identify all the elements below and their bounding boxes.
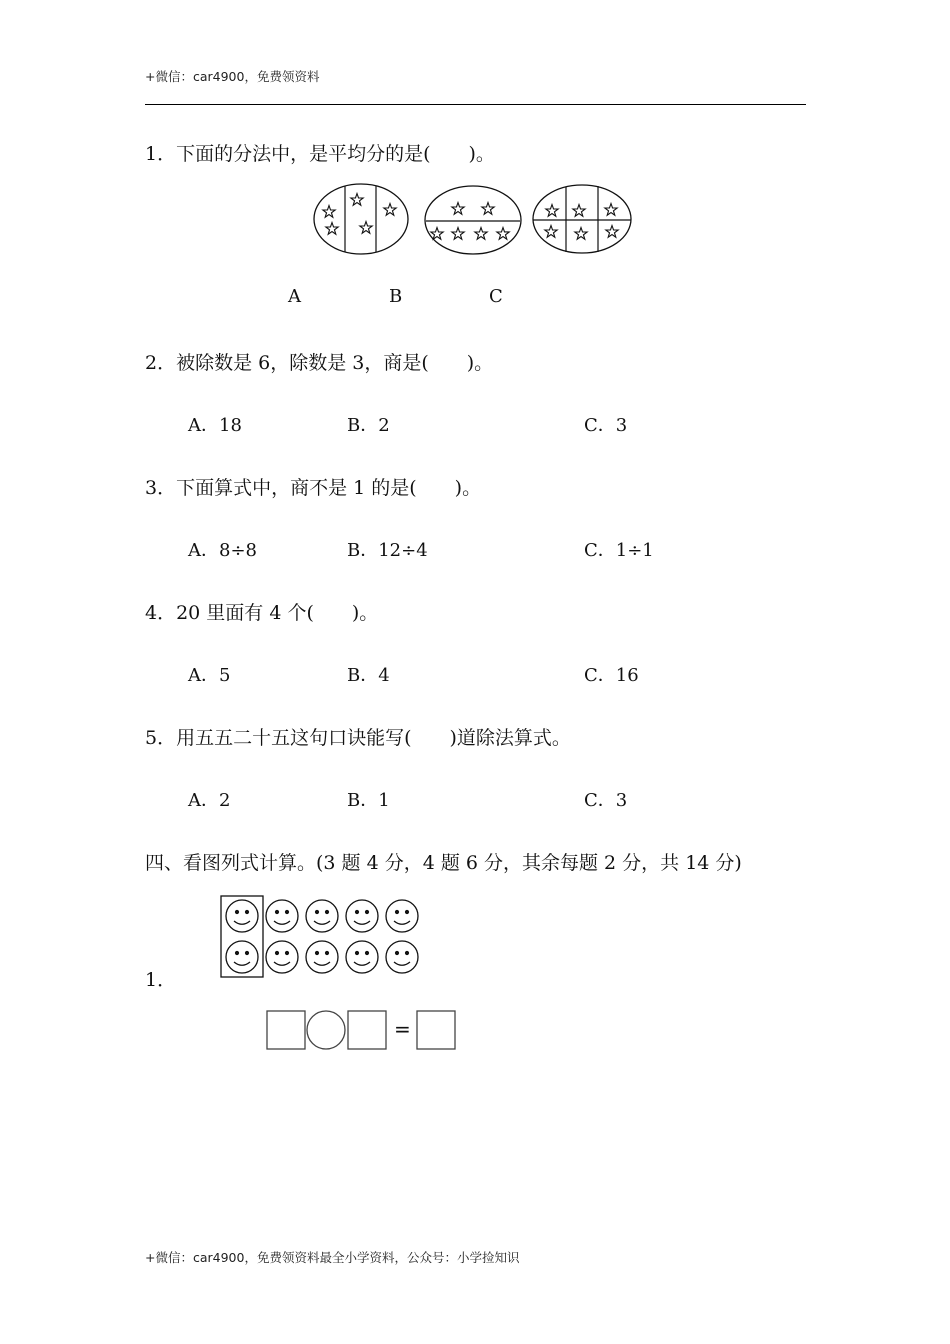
star-outline-icon xyxy=(351,194,363,206)
star-outline-icon xyxy=(605,204,617,216)
smiley-face-icon xyxy=(306,941,338,973)
star-outline-icon xyxy=(573,205,585,217)
star-outline-icon xyxy=(545,226,557,238)
header-rule xyxy=(145,104,806,105)
problem-1-number: 1． xyxy=(145,969,177,991)
q1-figure xyxy=(300,180,640,262)
figure-label-a: A xyxy=(288,286,301,307)
smiley-face-icon xyxy=(226,941,258,973)
q5-option-c: C．3 xyxy=(584,790,628,811)
q4-option-b: B．4 xyxy=(347,665,390,686)
q4-option-c: C．16 xyxy=(584,665,639,686)
star-outline-icon xyxy=(326,223,338,235)
smiley-face-icon xyxy=(386,900,418,932)
question-4: 4．20 里面有 4 个( )。 xyxy=(145,602,379,624)
star-outline-icon xyxy=(360,222,372,234)
question-2: 2．被除数是 6，除数是 3，商是( )。 xyxy=(145,352,494,374)
smiley-face-icon xyxy=(266,941,298,973)
star-outline-icon xyxy=(575,228,587,240)
star-outline-icon xyxy=(482,203,494,215)
q2-option-c: C．3 xyxy=(584,415,628,436)
figure-label-b: B xyxy=(389,286,403,307)
smiley-face-icon xyxy=(226,900,258,932)
star-outline-icon xyxy=(323,206,335,218)
oval-a xyxy=(314,184,408,254)
blank-box-1 xyxy=(267,1011,305,1049)
blank-box-2 xyxy=(348,1011,386,1049)
oval-c xyxy=(533,185,631,253)
q3-option-a: A．8÷8 xyxy=(188,540,257,561)
q2-option-a: A．18 xyxy=(188,415,242,436)
smiley-face-icon xyxy=(346,941,378,973)
smiley-face-icon xyxy=(386,941,418,973)
q4-option-a: A．5 xyxy=(188,665,231,686)
star-outline-icon xyxy=(497,228,509,240)
equals-sign: = xyxy=(394,1017,411,1041)
q2-option-b: B．2 xyxy=(347,415,390,436)
section-4-title: 四、看图列式计算。(3 题 4 分，4 题 6 分，其余每题 2 分，共 14 分) xyxy=(145,852,742,874)
smiley-face-icon xyxy=(346,900,378,932)
star-outline-icon xyxy=(546,205,558,217)
operator-circle xyxy=(307,1011,345,1049)
oval-b xyxy=(425,186,521,254)
q5-option-a: A．2 xyxy=(188,790,231,811)
star-outline-icon xyxy=(452,203,464,215)
star-outline-icon xyxy=(431,228,443,240)
star-outline-icon xyxy=(452,228,464,240)
question-5: 5．用五五二十五这句口诀能写( )道除法算式。 xyxy=(145,727,571,749)
q3-option-b: B．12÷4 xyxy=(347,540,428,561)
page-header: +微信：car4900，免费领资料 xyxy=(145,69,320,84)
star-outline-icon xyxy=(384,204,396,216)
question-1: 1．下面的分法中，是平均分的是( )。 xyxy=(145,143,495,165)
q5-option-b: B．1 xyxy=(347,790,390,811)
blank-box-result xyxy=(417,1011,455,1049)
smiley-face-icon xyxy=(266,900,298,932)
page-footer: +微信：car4900，免费领资料最全小学资料，公众号：小学捡知识 xyxy=(145,1250,520,1265)
star-outline-icon xyxy=(475,228,487,240)
smiley-face-icon xyxy=(306,900,338,932)
equation-blanks xyxy=(262,1005,462,1055)
figure-label-c: C xyxy=(489,286,503,307)
star-outline-icon xyxy=(606,226,618,238)
q3-option-c: C．1÷1 xyxy=(584,540,654,561)
smiley-figure xyxy=(215,890,425,982)
question-3: 3．下面算式中，商不是 1 的是( )。 xyxy=(145,477,482,499)
